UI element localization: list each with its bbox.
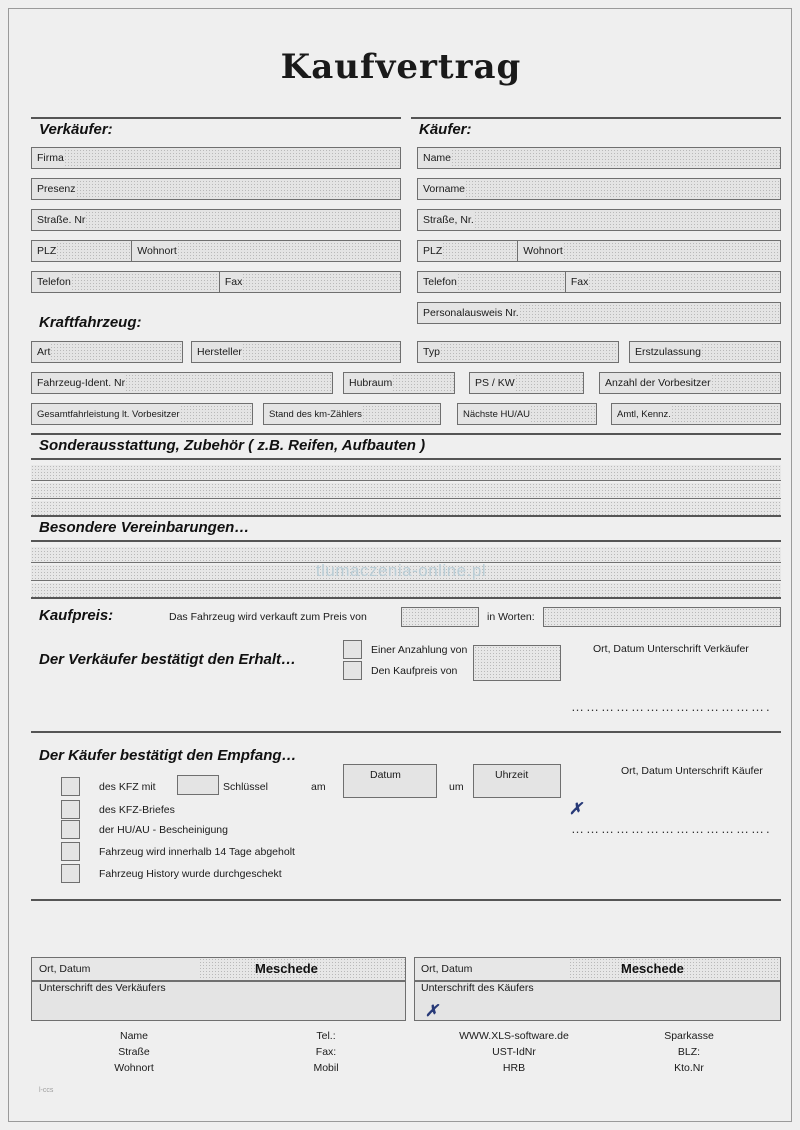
vehicle-vin-input[interactable] xyxy=(125,373,332,393)
seller-firma-field[interactable] xyxy=(31,147,401,169)
price-amount-input[interactable] xyxy=(401,607,479,627)
vehicle-vin-label: Fahrzeug-Ident. Nr xyxy=(37,377,126,389)
footer-col1-row3: Wohnort xyxy=(114,1062,154,1074)
seller-telefon-label: Telefon xyxy=(37,276,71,288)
vehicle-plate-field[interactable] xyxy=(611,403,781,425)
vehicle-erstzulassung-field[interactable] xyxy=(629,341,781,363)
buyer-telefon-input[interactable] xyxy=(457,272,565,292)
buyer-name-input[interactable] xyxy=(451,148,780,168)
buyer-fax-label: Fax xyxy=(570,276,589,288)
agreements-heading: Besondere Vereinbarungen… xyxy=(39,519,250,536)
footer-col4-row2: BLZ: xyxy=(677,1046,701,1058)
buyer-heading: Käufer: xyxy=(419,121,472,138)
buyer-id-field[interactable] xyxy=(417,302,781,324)
vehicle-art-input[interactable] xyxy=(50,342,182,362)
vehicle-erstzulassung-input[interactable] xyxy=(701,342,780,362)
vehicle-hersteller-field[interactable] xyxy=(191,341,401,363)
buyer-id-label: Personalausweis Nr. xyxy=(423,307,519,319)
buyer-vorname-field[interactable] xyxy=(417,178,781,200)
buyer-id-input[interactable] xyxy=(519,303,780,323)
vehicle-hubraum-input[interactable] xyxy=(392,373,454,393)
buyer-street-field[interactable] xyxy=(417,209,781,231)
buyer-wohnort-input[interactable] xyxy=(563,241,780,261)
time-label: Uhrzeit xyxy=(495,769,529,781)
seller-wohnort-label: Wohnort xyxy=(137,245,177,257)
footer-col1-row1: Name xyxy=(119,1030,148,1042)
vehicle-mileage-prev-label: Gesamtfahrleistung lt. Vorbesitzer xyxy=(37,408,180,420)
vehicle-owners-label: Anzahl der Vorbesitzer xyxy=(605,377,711,389)
contract-sheet xyxy=(8,8,792,1122)
seller-street-label: Straße. Nr xyxy=(37,214,86,226)
sign-right-place-value: Meschede xyxy=(621,961,684,976)
buyer-item-5-label: Fahrzeug History wurde durchgeschekt xyxy=(99,868,282,880)
buyer-name-label: Name xyxy=(423,152,452,164)
seller-firma-input[interactable] xyxy=(64,148,400,168)
seller-plz-label: PLZ xyxy=(37,245,57,257)
am-label: am xyxy=(311,781,326,793)
seller-plz-ort-field[interactable] xyxy=(31,240,401,262)
footer-col2-row3: Mobil xyxy=(313,1062,339,1074)
seller-presenz-field[interactable] xyxy=(31,178,401,200)
buyer-item-3-label: der HU/AU - Bescheinigung xyxy=(99,824,228,836)
page-title xyxy=(9,47,792,87)
sign-right-signature-mark: ✗ xyxy=(425,1001,439,1020)
buyer-item-1-label: des KFZ mit xyxy=(99,781,156,793)
um-label: um xyxy=(449,781,464,793)
vehicle-pskw-label: PS / KW xyxy=(475,377,515,389)
price-heading: Kaufpreis: xyxy=(39,607,114,624)
buyer-confirm-divider xyxy=(31,731,781,733)
seller-amount-input[interactable] xyxy=(473,645,561,681)
seller-presenz-label: Presenz xyxy=(37,183,76,195)
buyer-signature-label: Ort, Datum Unterschrift Käufer xyxy=(621,765,763,777)
price-divider-top xyxy=(31,597,781,599)
extras-divider-bottom xyxy=(31,458,781,460)
buyer-plz-input[interactable] xyxy=(442,241,517,261)
vehicle-owners-input[interactable] xyxy=(711,373,780,393)
seller-wohnort-input[interactable] xyxy=(177,241,400,261)
vehicle-next-hu-label: Nächste HU/AU xyxy=(463,408,531,420)
price-text-before: Das Fahrzeug wird verkauft zum Preis von xyxy=(169,611,367,623)
seller-fax-label: Fax xyxy=(224,276,243,288)
vehicle-plate-input[interactable] xyxy=(671,404,780,424)
vehicle-mileage-prev-field[interactable] xyxy=(31,403,253,425)
tiny-footer-note: l-ccs xyxy=(39,1087,54,1094)
footer-col3-row2: UST-IdNr xyxy=(492,1046,536,1058)
buyer-wohnort-label: Wohnort xyxy=(523,245,563,257)
checkbox-full-price[interactable] xyxy=(343,661,362,680)
seller-signature-label: Ort, Datum Unterschrift Verkäufer xyxy=(593,643,749,655)
seller-firma-label: Firma xyxy=(37,152,64,164)
buyer-phone-fax-field[interactable] xyxy=(417,271,781,293)
price-in-words-label: in Worten: xyxy=(487,611,535,623)
seller-fax-input[interactable] xyxy=(242,272,400,292)
full-price-label: Den Kaufpreis von xyxy=(371,665,458,677)
vehicle-pskw-input[interactable] xyxy=(515,373,583,393)
checkbox-kfz[interactable] xyxy=(61,777,80,796)
keys-count-input[interactable] xyxy=(177,775,219,795)
buyer-fax-input[interactable] xyxy=(588,272,780,292)
buyer-signature-mark: ✗ xyxy=(569,799,583,818)
watermark: tlumaczenia-online.pl xyxy=(315,561,487,580)
extras-divider-top xyxy=(31,433,781,435)
footer-col4-row1: Sparkasse xyxy=(664,1030,714,1042)
buyer-vorname-label: Vorname xyxy=(423,183,466,195)
footer-col3-row3: HRB xyxy=(502,1062,526,1074)
sign-left-signature-label: Unterschrift des Verkäufers xyxy=(39,982,166,994)
deposit-label: Einer Anzahlung von xyxy=(371,644,468,656)
vehicle-heading: Kraftfahrzeug: xyxy=(39,314,142,331)
buyer-item-4-label: Fahrzeug wird innerhalb 14 Tage abgeholt xyxy=(99,846,295,858)
checkbox-deposit[interactable] xyxy=(343,640,362,659)
vehicle-next-hu-input[interactable] xyxy=(530,404,596,424)
buyer-telefon-label: Telefon xyxy=(423,276,457,288)
buyer-street-label: Straße, Nr. xyxy=(423,214,474,226)
vehicle-hersteller-label: Hersteller xyxy=(197,346,242,358)
sign-left-place-label: Ort, Datum xyxy=(39,963,91,975)
vehicle-hersteller-input[interactable] xyxy=(242,342,400,362)
vehicle-next-hu-field[interactable] xyxy=(457,403,597,425)
checkbox-kfz-brief[interactable] xyxy=(61,800,80,819)
seller-phone-fax-field[interactable] xyxy=(31,271,401,293)
checkbox-huau[interactable] xyxy=(61,820,80,839)
footer-col2-row1: Tel.: xyxy=(316,1030,336,1042)
vehicle-odometer-label: Stand des km-Zählers xyxy=(269,408,362,420)
buyer-item-2-label: des KFZ-Briefes xyxy=(99,804,175,816)
sign-right-signature-label: Unterschrift des Käufers xyxy=(421,982,534,994)
buyer-confirm-heading: Der Käufer bestätigt den Empfang… xyxy=(39,747,297,764)
vehicle-pskw-field[interactable] xyxy=(469,372,584,394)
vehicle-odometer-field[interactable] xyxy=(263,403,441,425)
seller-divider xyxy=(31,117,401,119)
vehicle-plate-label: Amtl, Kennz. xyxy=(617,408,671,420)
buyer-divider xyxy=(411,117,781,119)
buyer-street-input[interactable] xyxy=(474,210,780,230)
extras-line-2[interactable] xyxy=(31,483,781,499)
agreements-divider-bottom xyxy=(31,540,781,542)
vehicle-typ-input[interactable] xyxy=(440,342,618,362)
vehicle-mileage-prev-input[interactable] xyxy=(180,404,252,424)
checkbox-pickup-14-days[interactable] xyxy=(61,842,80,861)
seller-street-field[interactable] xyxy=(31,209,401,231)
price-in-words-input[interactable] xyxy=(543,607,781,627)
seller-heading: Verkäufer: xyxy=(39,121,113,138)
buyer-name-field[interactable] xyxy=(417,147,781,169)
vehicle-hubraum-field[interactable] xyxy=(343,372,455,394)
buyer-plz-label: PLZ xyxy=(423,245,443,257)
sign-right-place-label: Ort, Datum xyxy=(421,963,473,975)
vehicle-vin-field[interactable] xyxy=(31,372,333,394)
seller-plz-input[interactable] xyxy=(56,241,131,261)
buyer-signature-line[interactable]: …………………………………. xyxy=(571,821,772,836)
seller-street-input[interactable] xyxy=(85,210,400,230)
checkbox-history-checked[interactable] xyxy=(61,864,80,883)
extras-line-1[interactable] xyxy=(31,465,781,481)
bottom-divider xyxy=(31,899,781,901)
vehicle-hubraum-label: Hubraum xyxy=(349,377,393,389)
seller-signature-line[interactable]: …………………………………. xyxy=(571,699,772,714)
keys-label: Schlüssel xyxy=(223,781,268,793)
page-title-text: Kaufvertrag xyxy=(280,47,522,87)
buyer-vorname-input[interactable] xyxy=(465,179,780,199)
date-label: Datum xyxy=(370,769,401,781)
extras-heading: Sonderausstattung, Zubehör ( z.B. Reifen, Aufbauten ) xyxy=(39,437,426,454)
seller-telefon-input[interactable] xyxy=(71,272,219,292)
footer-col1-row2: Straße xyxy=(118,1046,150,1058)
vehicle-owners-field[interactable] xyxy=(599,372,781,394)
seller-presenz-input[interactable] xyxy=(76,179,400,199)
sign-left-place-value: Meschede xyxy=(255,961,318,976)
vehicle-art-field[interactable] xyxy=(31,341,183,363)
agreements-divider-top xyxy=(31,515,781,517)
vehicle-typ-field[interactable] xyxy=(417,341,619,363)
buyer-plz-ort-field[interactable] xyxy=(417,240,781,262)
vehicle-odometer-input[interactable] xyxy=(362,404,440,424)
seller-confirm-heading: Der Verkäufer bestätigt den Erhalt… xyxy=(39,651,297,668)
vehicle-art-label: Art xyxy=(37,346,51,358)
vehicle-typ-label: Typ xyxy=(423,346,440,358)
vehicle-erstzulassung-label: Erstzulassung xyxy=(635,346,701,358)
footer-col3-row1: WWW.XLS-software.de xyxy=(459,1030,569,1042)
footer-col4-row3: Kto.Nr xyxy=(674,1062,704,1074)
footer-col2-row2: Fax: xyxy=(315,1046,337,1058)
